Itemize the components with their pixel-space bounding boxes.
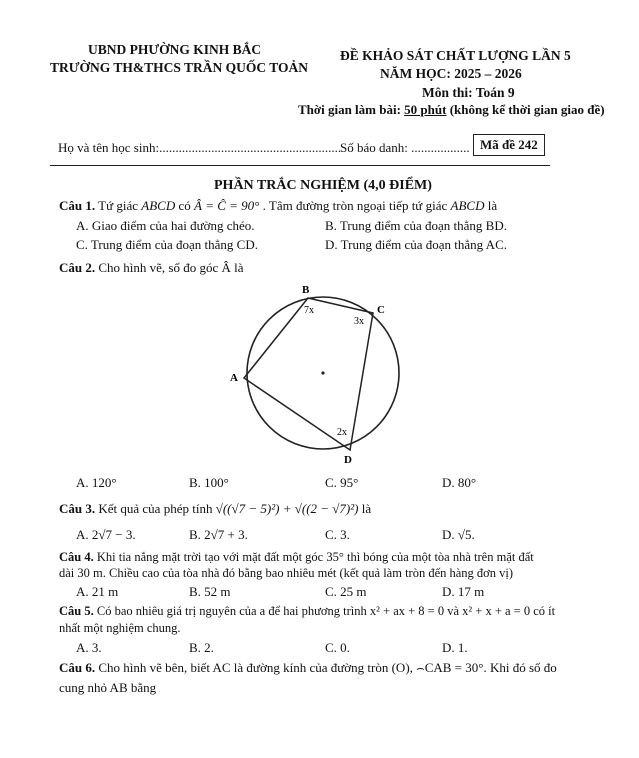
- header-divider: [50, 165, 550, 166]
- q3-option-c: C. 3.: [325, 527, 350, 542]
- q2-stem: Câu 2. Cho hình vẽ, số đo góc Â là: [59, 260, 244, 275]
- q3-expression: √((√7 − 5)²) + √((2 − √7)²): [215, 501, 359, 516]
- q1-stem: Câu 1. Tứ giác ABCD có Â = Ĉ = 90° . Tâm đường tròn ngoại tiếp tứ giác ABCD là: [59, 198, 498, 213]
- q5-option-b: B. 2.: [189, 640, 214, 655]
- q5-stem-line1: Câu 5. Có bao nhiêu giá trị nguyên của a để hai phương trình x² + ax + 8 = 0 và x² + x + a = 0 có ít: [59, 604, 556, 618]
- school-name: TRƯỜNG TH&THCS TRẦN QUỐC TOẢN: [50, 60, 309, 75]
- q5-stem-line2: nhất một nghiệm chung.: [59, 621, 181, 635]
- q6-stem-line1: Câu 6. Cho hình vẽ bên, biết AC là đường kính của đường tròn (O), ⌢CAB = 30°. Khi đó số đo: [59, 660, 557, 675]
- q4-option-a: A. 21 m: [76, 584, 119, 599]
- angle-d: 2x: [337, 427, 347, 438]
- label-c: C: [377, 304, 385, 316]
- label-b: B: [302, 284, 310, 296]
- exam-code-box: Mã đề 242: [473, 134, 545, 156]
- q6-stem-line2: cung nhỏ AB bằng: [59, 680, 157, 695]
- label-d: D: [344, 454, 352, 466]
- q4-stem-line1: Câu 4. Khi tia nắng mặt trời tạo với mặt đất một góc 35° thì bóng của một tòa nhà trên mặt đất: [59, 550, 534, 564]
- q1-option-b: B. Trung điểm của đoạn thẳng BD.: [325, 218, 507, 233]
- q1-option-c: C. Trung điểm của đoạn thẳng CD.: [76, 237, 258, 252]
- q4-option-b: B. 52 m: [189, 584, 231, 599]
- q1-option-a: A. Giao điểm của hai đường chéo.: [76, 218, 255, 233]
- q5-option-a: A. 3.: [76, 640, 102, 655]
- time-limit: Thời gian làm bài: 50 phút (không kể thời gian giao đề): [298, 102, 605, 117]
- q2-option-a: A. 120°: [76, 475, 117, 490]
- label-a: A: [230, 372, 238, 384]
- school-year: NĂM HỌC: 2025 – 2026: [380, 66, 522, 81]
- student-name-field: Họ và tên học sinh:........................................................: [58, 140, 342, 155]
- q2-figure: [220, 280, 420, 470]
- q3-option-d: D. √5.: [442, 527, 475, 542]
- exam-title: ĐỀ KHẢO SÁT CHẤT LƯỢNG LẦN 5: [340, 48, 571, 63]
- q4-option-c: C. 25 m: [325, 584, 367, 599]
- subject: Môn thi: Toán 9: [422, 85, 515, 100]
- angle-b: 7x: [304, 305, 314, 316]
- section-title: PHẦN TRẮC NGHIỆM (4,0 ĐIỂM): [214, 178, 432, 193]
- q1-option-d: D. Trung điểm của đoạn thẳng AC.: [325, 237, 507, 252]
- q4-option-d: D. 17 m: [442, 584, 485, 599]
- q5-option-c: C. 0.: [325, 640, 350, 655]
- q3-stem: Câu 3. Kết quả của phép tính √((√7 − 5)²) + √((2 − √7)²) là: [59, 501, 372, 516]
- q2-option-b: B. 100°: [189, 475, 229, 490]
- student-id-field: Số báo danh: ..................: [340, 140, 470, 155]
- angle-c: 3x: [354, 316, 364, 327]
- q4-stem-line2: dài 30 m. Chiều cao của tòa nhà đó bằng bao nhiêu mét (kết quả làm tròn đến hàng đơn vị): [59, 566, 514, 580]
- center-point: [321, 371, 324, 374]
- q3-option-a: A. 2√7 − 3.: [76, 527, 136, 542]
- q3-option-b: B. 2√7 + 3.: [189, 527, 248, 542]
- school-authority: UBND PHƯỜNG KINH BẮC: [88, 42, 262, 57]
- q2-option-d: D. 80°: [442, 475, 477, 490]
- q2-option-c: C. 95°: [325, 475, 359, 490]
- q5-option-d: D. 1.: [442, 640, 468, 655]
